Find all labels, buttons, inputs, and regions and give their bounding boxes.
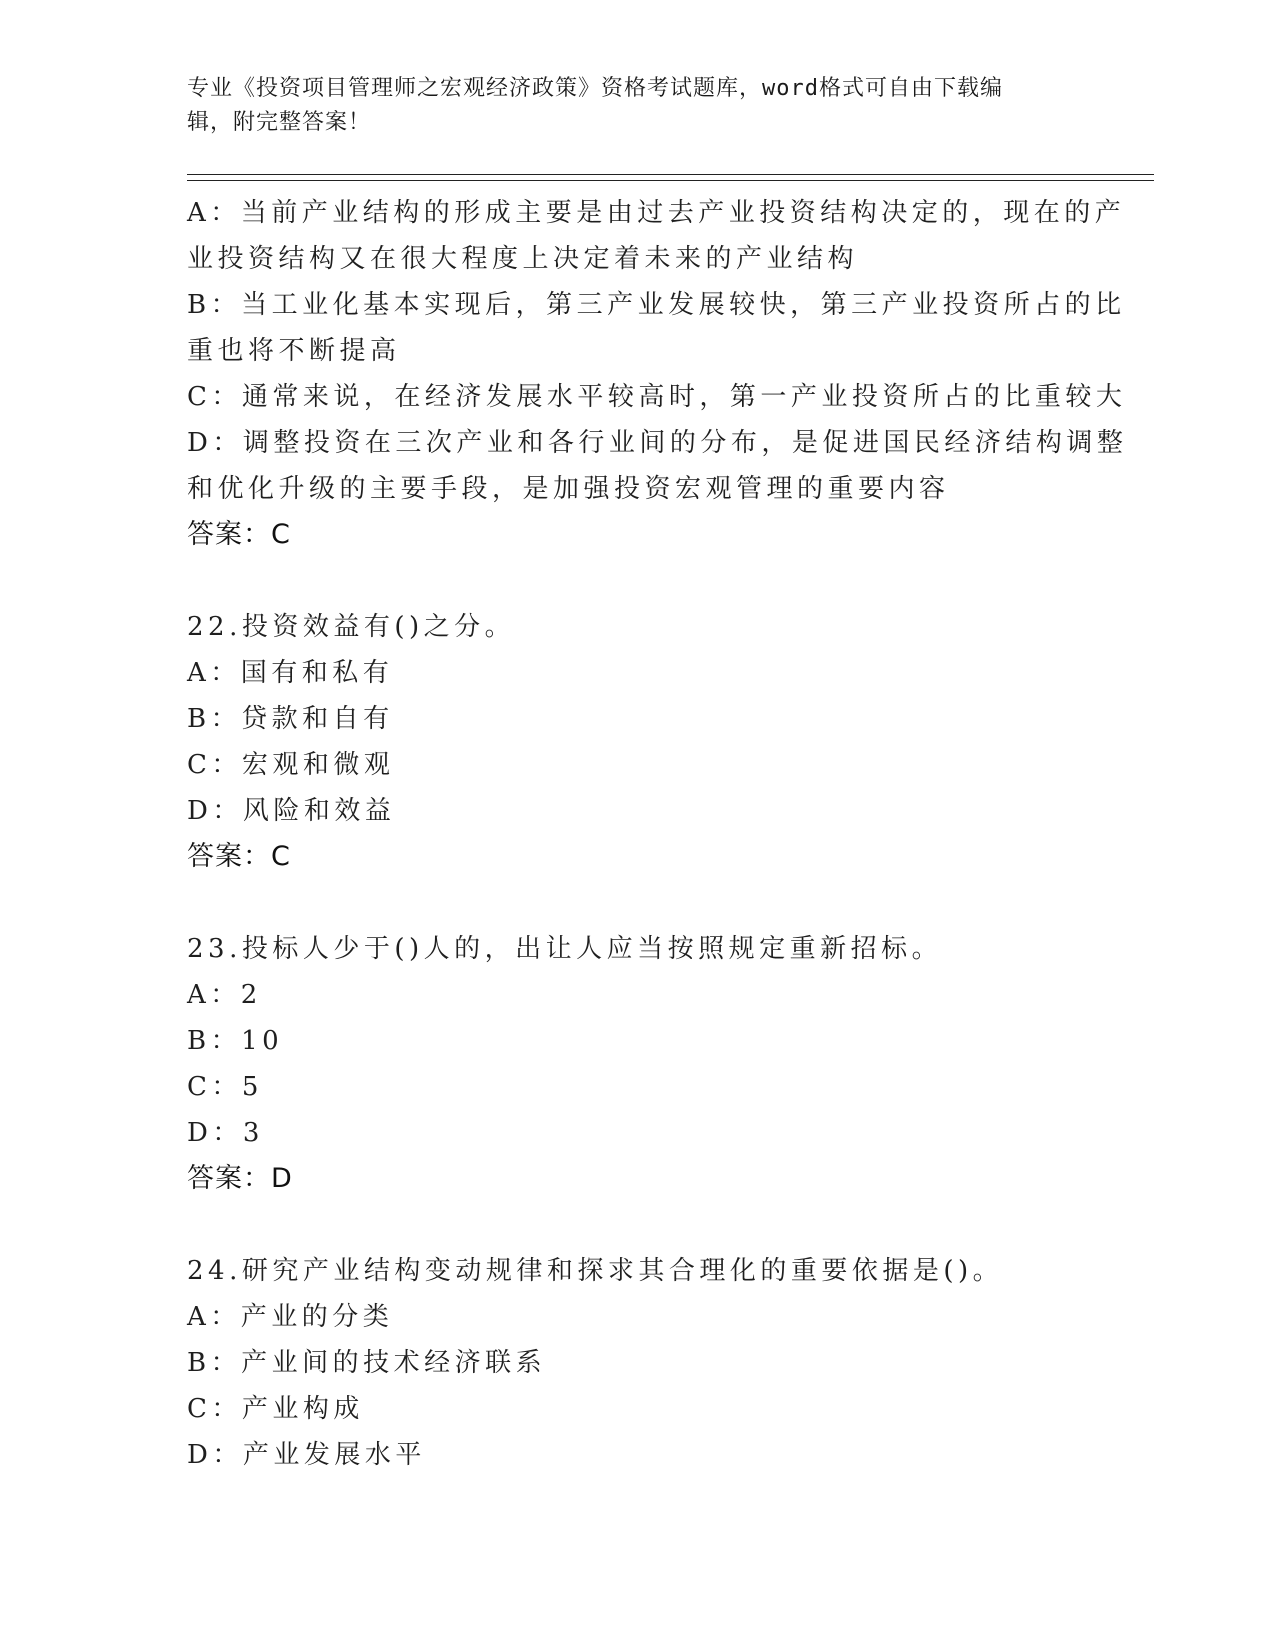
option-d: D：3 bbox=[187, 1118, 264, 1148]
option-d: D：产业发展水平 bbox=[187, 1440, 426, 1470]
question-list bbox=[187, 190, 1128, 1478]
question-21 bbox=[187, 190, 1128, 558]
option-line: B：当工业化基本实现后，第三产业发展较快，第三产业投资所占的比 bbox=[187, 290, 1126, 320]
option-a: A：国有和私有 bbox=[187, 658, 394, 688]
question-stem: 22.投资效益有()之分。 bbox=[187, 612, 516, 642]
option-a: A：产业的分类 bbox=[187, 1302, 394, 1332]
option-a: A：2 bbox=[187, 980, 262, 1010]
option-b: B：产业间的技术经济联系 bbox=[187, 1348, 547, 1378]
option-line: D：调整投资在三次产业和各行业间的分布，是促进国民经济结构调整 bbox=[187, 428, 1128, 458]
option-d: D：风险和效益 bbox=[187, 796, 396, 826]
answer-label: 答案：C bbox=[187, 519, 291, 550]
option-c: C：宏观和微观 bbox=[187, 750, 395, 780]
document-header bbox=[187, 72, 1067, 140]
answer-label: 答案：C bbox=[187, 841, 291, 872]
question-24 bbox=[187, 1248, 1087, 1478]
header-divider-top bbox=[187, 174, 1154, 175]
option-c: C：5 bbox=[187, 1072, 263, 1102]
option-line: C：通常来说，在经济发展水平较高时，第一产业投资所占的比重较大 bbox=[187, 382, 1127, 412]
question-22 bbox=[187, 604, 1087, 880]
header-line-1: 专业《投资项目管理师之宏观经济政策》资格考试题库，word格式可自由下载编 bbox=[187, 76, 1003, 101]
answer-label: 答案：D bbox=[187, 1163, 293, 1194]
question-23 bbox=[187, 926, 1087, 1202]
option-line: 业投资结构又在很大程度上决定着未来的产业结构 bbox=[187, 244, 859, 274]
option-line: A：当前产业结构的形成主要是由过去产业投资结构决定的，现在的产 bbox=[187, 198, 1126, 228]
question-stem: 23.投标人少于()人的，出让人应当按照规定重新招标。 bbox=[187, 934, 943, 964]
question-stem: 24.研究产业结构变动规律和探求其合理化的重要依据是()。 bbox=[187, 1256, 1004, 1286]
option-line: 重也将不断提高 bbox=[187, 336, 401, 366]
option-c: C：产业构成 bbox=[187, 1394, 364, 1424]
header-divider-bottom bbox=[187, 180, 1154, 181]
header-line-2: 辑，附完整答案！ bbox=[187, 110, 372, 135]
option-b: B：10 bbox=[187, 1026, 284, 1056]
option-line: 和优化升级的主要手段，是加强投资宏观管理的重要内容 bbox=[187, 474, 950, 504]
option-b: B：贷款和自有 bbox=[187, 704, 394, 734]
